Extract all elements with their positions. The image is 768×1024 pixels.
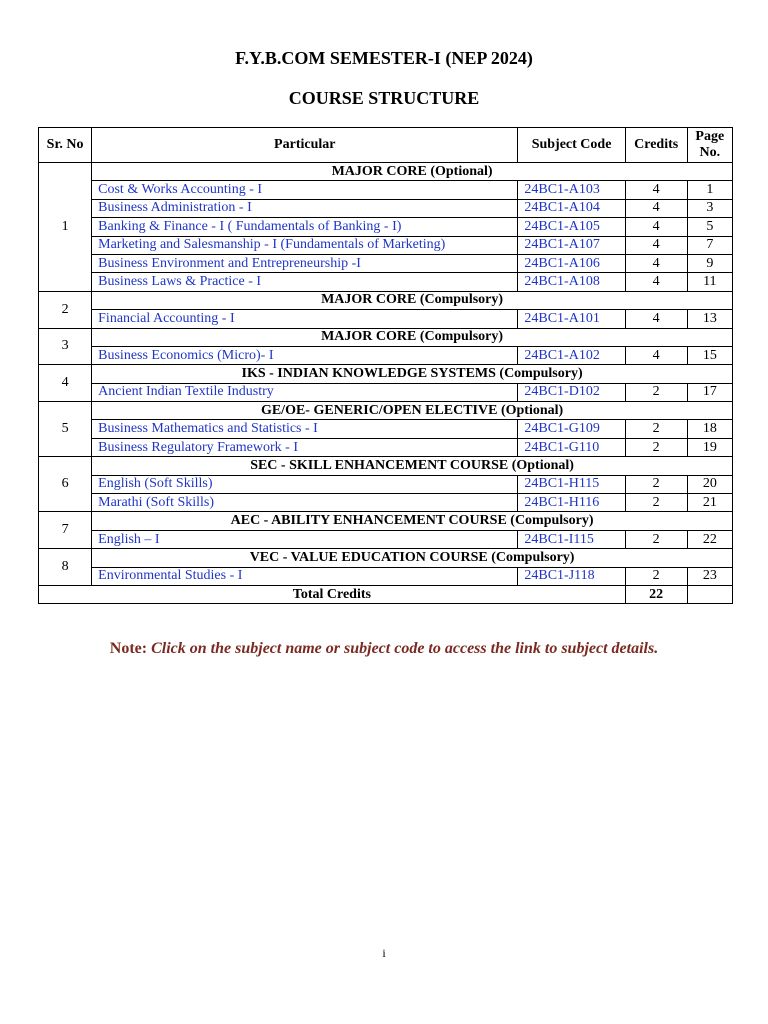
page-no-cell: 21 — [687, 494, 732, 512]
header-page-no: Page No. — [687, 128, 732, 163]
header-sr-no: Sr. No — [39, 128, 92, 163]
table-row — [39, 567, 733, 585]
page-no-cell: 20 — [687, 475, 732, 493]
header-credits: Credits — [625, 128, 687, 163]
page-no-cell: 9 — [687, 254, 732, 272]
course-structure-table — [38, 127, 733, 604]
subject-code-link[interactable]: 24BC1-A101 — [518, 310, 625, 328]
page-no-cell: 3 — [687, 199, 732, 217]
subject-name-link[interactable]: Financial Accounting - I — [92, 310, 518, 328]
document-title: F.Y.B.COM SEMESTER-I (NEP 2024) — [235, 48, 533, 68]
credits-cell: 2 — [625, 530, 687, 548]
total-credits-value: 22 — [625, 585, 687, 603]
credits-cell: 2 — [625, 438, 687, 456]
subject-name-link[interactable]: English (Soft Skills) — [92, 475, 518, 493]
subject-code-link[interactable]: 24BC1-A106 — [518, 254, 625, 272]
group-heading: MAJOR CORE (Compulsory) — [92, 291, 733, 309]
subject-code-link[interactable]: 24BC1-I115 — [518, 530, 625, 548]
table-row — [39, 346, 733, 364]
table-row — [39, 438, 733, 456]
sr-no-cell: 4 — [39, 365, 92, 402]
subject-name-link[interactable]: Marathi (Soft Skills) — [92, 494, 518, 512]
subject-code-link[interactable]: 24BC1-G109 — [518, 420, 625, 438]
sr-no-cell: 7 — [39, 512, 92, 549]
page-no-cell: 7 — [687, 236, 732, 254]
subject-name-link[interactable]: Business Laws & Practice - I — [92, 273, 518, 291]
page-no-cell: 22 — [687, 530, 732, 548]
group-heading-row — [39, 402, 733, 420]
note-text: Click on the subject name or subject code to access the link to subject details. — [151, 640, 659, 657]
table-row — [39, 273, 733, 291]
page-no-cell: 1 — [687, 181, 732, 199]
group-heading: GE/OE- GENERIC/OPEN ELECTIVE (Optional) — [92, 402, 733, 420]
table-row — [39, 254, 733, 272]
credits-cell: 4 — [625, 199, 687, 217]
table-row — [39, 530, 733, 548]
table-row — [39, 236, 733, 254]
subject-name-link[interactable]: Banking & Finance - I ( Fundamentals of Banking - I) — [92, 218, 518, 236]
subject-name-link[interactable]: Business Environment and Entrepreneurship -I — [92, 254, 518, 272]
page-no-cell: 5 — [687, 218, 732, 236]
group-heading: SEC - SKILL ENHANCEMENT COURSE (Optional) — [92, 457, 733, 475]
subject-name-link[interactable]: Business Administration - I — [92, 199, 518, 217]
page-no-cell: 13 — [687, 310, 732, 328]
sr-no-cell: 2 — [39, 291, 92, 328]
subject-code-link[interactable]: 24BC1-H115 — [518, 475, 625, 493]
subject-code-link[interactable]: 24BC1-A107 — [518, 236, 625, 254]
credits-cell: 2 — [625, 383, 687, 401]
credits-cell: 4 — [625, 346, 687, 364]
group-heading-row — [39, 291, 733, 309]
subject-name-link[interactable]: Marketing and Salesmanship - I (Fundamentals of Marketing) — [92, 236, 518, 254]
group-heading: AEC - ABILITY ENHANCEMENT COURSE (Compulsory) — [92, 512, 733, 530]
subject-name-link[interactable]: Business Mathematics and Statistics - I — [92, 420, 518, 438]
note — [0, 640, 768, 658]
page-no-cell: 18 — [687, 420, 732, 438]
total-credits-label: Total Credits — [39, 585, 626, 603]
subject-code-link[interactable]: 24BC1-A103 — [518, 181, 625, 199]
document-subtitle: COURSE STRUCTURE — [288, 88, 480, 108]
total-credits-row — [39, 585, 733, 603]
credits-cell: 4 — [625, 181, 687, 199]
group-heading-row — [39, 163, 733, 181]
subject-code-link[interactable]: 24BC1-A104 — [518, 199, 625, 217]
subject-code-link[interactable]: 24BC1-A108 — [518, 273, 625, 291]
credits-cell: 2 — [625, 420, 687, 438]
table-row — [39, 475, 733, 493]
page-no-cell: 11 — [687, 273, 732, 291]
sr-no-cell: 1 — [39, 163, 92, 292]
group-heading: VEC - VALUE EDUCATION COURSE (Compulsory) — [92, 549, 733, 567]
page-no-cell: 15 — [687, 346, 732, 364]
course-table-body — [39, 163, 733, 586]
credits-cell: 4 — [625, 236, 687, 254]
note-label: Note: — [109, 640, 148, 657]
group-heading-row — [39, 549, 733, 567]
credits-cell: 4 — [625, 254, 687, 272]
credits-cell: 2 — [625, 494, 687, 512]
group-heading: MAJOR CORE (Optional) — [92, 163, 733, 181]
table-row — [39, 310, 733, 328]
table-row — [39, 420, 733, 438]
table-row — [39, 218, 733, 236]
total-credits-empty-cell — [687, 585, 732, 603]
subject-code-link[interactable]: 24BC1-A105 — [518, 218, 625, 236]
table-row — [39, 383, 733, 401]
group-heading-row — [39, 457, 733, 475]
subject-name-link[interactable]: English – I — [92, 530, 518, 548]
page-number: i — [382, 946, 386, 960]
subject-name-link[interactable]: Cost & Works Accounting - I — [92, 181, 518, 199]
page-no-cell: 19 — [687, 438, 732, 456]
group-heading-row — [39, 328, 733, 346]
table-row — [39, 199, 733, 217]
header-subject-code: Subject Code — [518, 128, 625, 163]
subject-code-link[interactable]: 24BC1-D102 — [518, 383, 625, 401]
group-heading: MAJOR CORE (Compulsory) — [92, 328, 733, 346]
sr-no-cell: 5 — [39, 402, 92, 457]
subject-name-link[interactable]: Environmental Studies - I — [92, 567, 518, 585]
credits-cell: 4 — [625, 218, 687, 236]
table-row — [39, 181, 733, 199]
page-no-cell: 17 — [687, 383, 732, 401]
subject-name-link[interactable]: Business Economics (Micro)- I — [92, 346, 518, 364]
group-heading-row — [39, 365, 733, 383]
sr-no-cell: 8 — [39, 549, 92, 586]
header-particular: Particular — [92, 128, 518, 163]
sr-no-cell: 6 — [39, 457, 92, 512]
subject-code-link[interactable]: 24BC1-A102 — [518, 346, 625, 364]
subject-name-link[interactable]: Ancient Indian Textile Industry — [92, 383, 518, 401]
sr-no-cell: 3 — [39, 328, 92, 365]
subject-name-link[interactable]: Business Regulatory Framework - I — [92, 438, 518, 456]
group-heading-row — [39, 512, 733, 530]
subject-code-link[interactable]: 24BC1-H116 — [518, 494, 625, 512]
credits-cell: 2 — [625, 475, 687, 493]
table-header-row — [39, 128, 733, 163]
subject-code-link[interactable]: 24BC1-G110 — [518, 438, 625, 456]
credits-cell: 4 — [625, 273, 687, 291]
page-no-cell: 23 — [687, 567, 732, 585]
group-heading: IKS - INDIAN KNOWLEDGE SYSTEMS (Compulsory) — [92, 365, 733, 383]
credits-cell: 4 — [625, 310, 687, 328]
table-row — [39, 494, 733, 512]
subject-code-link[interactable]: 24BC1-J118 — [518, 567, 625, 585]
credits-cell: 2 — [625, 567, 687, 585]
